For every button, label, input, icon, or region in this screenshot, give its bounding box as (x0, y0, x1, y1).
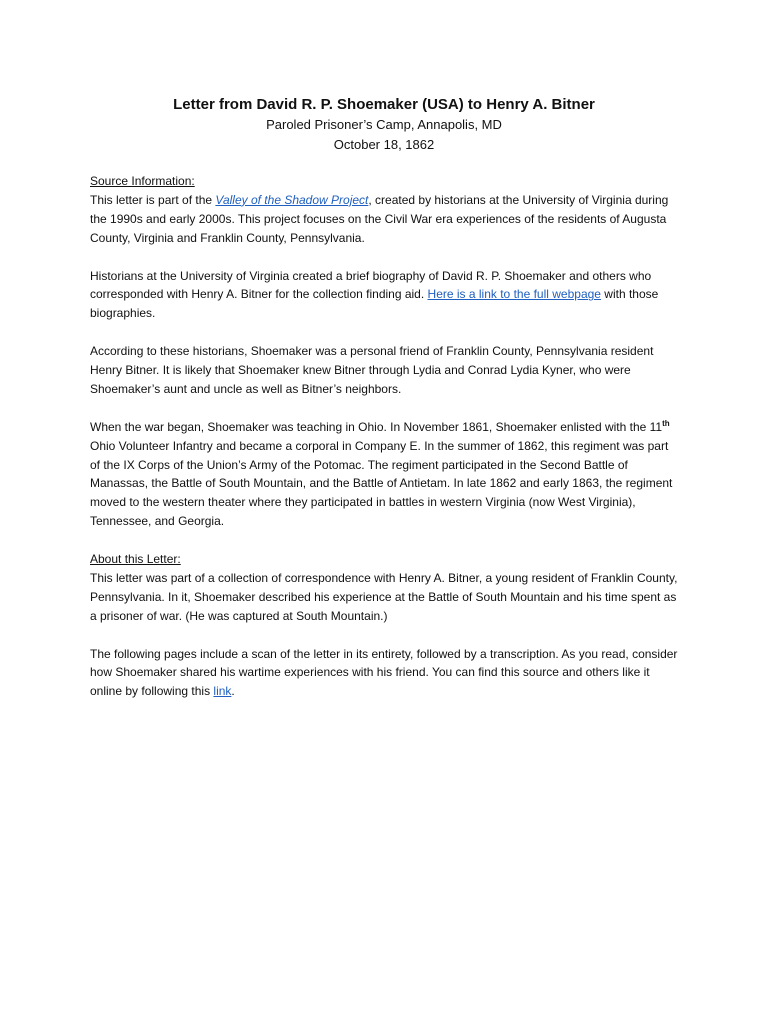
biographies-webpage-link[interactable]: Here is a link to the full webpage (427, 287, 601, 302)
text-span: , created by historians at the University of Virginia during the 1990s and early 2000s. This project focuses on the Civil War era experiences of the residents of Augusta County, Virginia and Franklin County, Pennsylvania. (90, 192, 669, 245)
text-span: The following pages include a scan of the letter in its entirety, followed by a transcription. As you read, consider how Shoemaker shared his wartime experiences with his friend. You can find this source and others like it online by following this (90, 646, 678, 699)
text-span: When the war began, Shoemaker was teaching in Ohio. In November 1861, Shoemaker enlisted with the 11 (90, 419, 663, 434)
source-info-paragraph-4 (90, 418, 680, 531)
text-span: Historians at the University of Virginia created a brief biography of David R. P. Shoemaker and others who corresponded with Henry A. Bitner for the collection finding aid. (90, 268, 652, 302)
valley-of-shadow-link[interactable]: Valley of the Shadow Project (215, 192, 369, 207)
text-span: Ohio Volunteer Infantry and became a corporal in Company E. In the summer of 1862, this regiment was part of the IX Corps of the Union’s Army of the Potomac. The regiment participated in the Second Battle of Manassas, the Battle of South Mountain, and the Battle of Antietam. In late 1862 and early 1863, the regiment moved to the western theater where they participated in battles in western Virginia (now West Virginia), Tennessee, and Georgia. (90, 438, 673, 529)
source-info-paragraph-2 (90, 267, 680, 324)
source-info-paragraph-3: According to these historians, Shoemaker was a personal friend of Franklin County, Pennsylvania resident Henry Bitner. It is likely that Shoemaker knew Bitner through Lydia and Conrad Lydia Kyner, who were Shoemaker’s aunt and uncle as well as Bitner’s neighbors. (90, 344, 654, 396)
text-span: This letter is part of the (90, 192, 216, 207)
source-info-heading: Source Information: (90, 174, 195, 188)
source-info-paragraph-1 (90, 191, 680, 248)
ordinal-suffix: th (662, 418, 670, 428)
text-span: with those biographies. (90, 287, 659, 321)
about-letter-paragraph-2 (90, 645, 680, 702)
document-title: Letter from David R. P. Shoemaker (USA) to Henry A. Bitner (173, 96, 595, 113)
about-letter-paragraph-1: This letter was part of a collection of correspondence with Henry A. Bitner, a young resident of Franklin County, Pennsylvania. In it, Shoemaker described his experience at the Battle of South Mountain and his time spent as a prisoner of war. (He was captured at South Mountain.) (90, 570, 678, 623)
letter-location: Paroled Prisoner’s Camp, Annapolis, MD (266, 117, 502, 132)
title-block (0, 94, 768, 155)
about-letter-heading: About this Letter: (90, 552, 181, 567)
text-span: . (231, 684, 235, 699)
source-online-link[interactable]: link (213, 684, 232, 699)
document-body (90, 172, 680, 720)
letter-date: October 18, 1862 (333, 137, 435, 152)
